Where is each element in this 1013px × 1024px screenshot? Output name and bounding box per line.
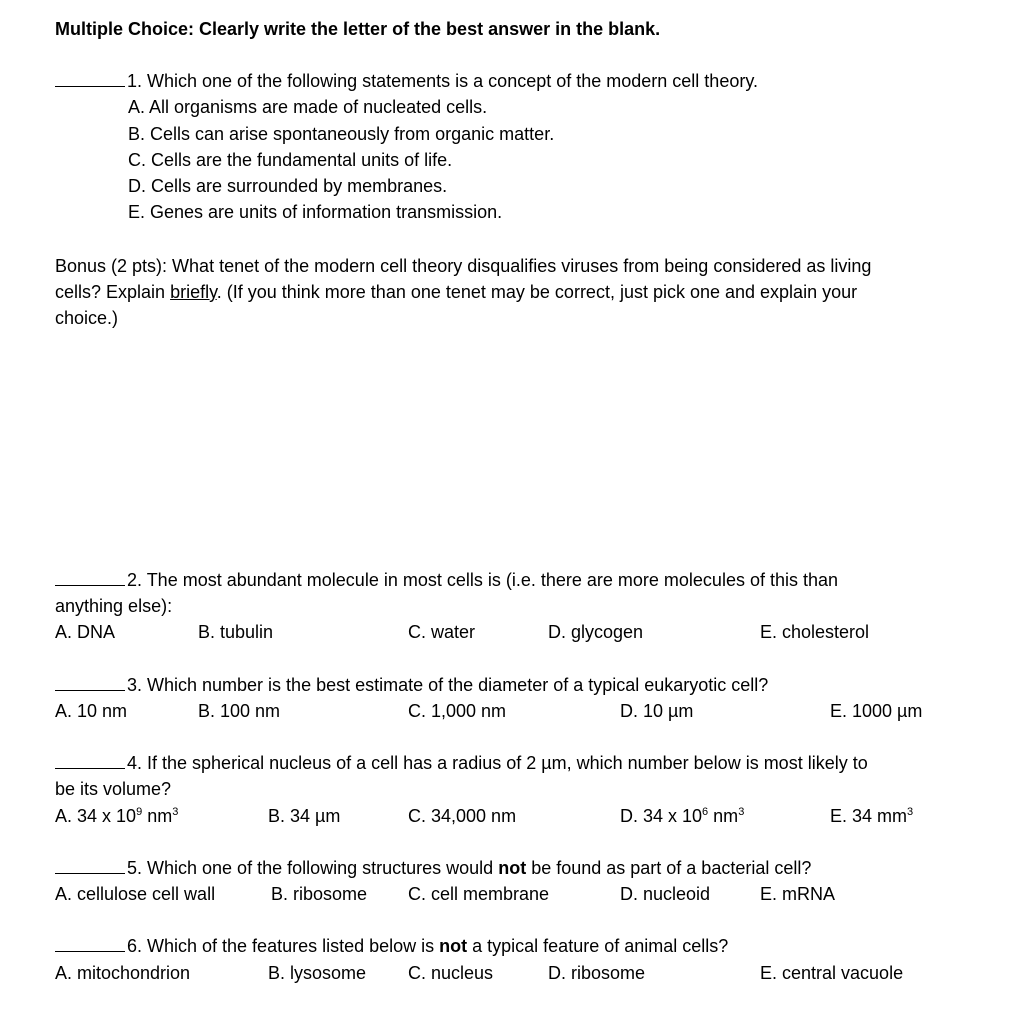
q4-option-d-unit-exponent: 3 xyxy=(738,806,745,818)
q2-option-d: D. glycogen xyxy=(548,622,644,642)
q3-option-e: E. 1000 µm xyxy=(830,701,923,721)
question-5-text-post: be found as part of a bacterial cell? xyxy=(526,858,812,878)
q4-option-d-unit: nm xyxy=(708,806,739,826)
q6-option-b: B. lysosome xyxy=(268,963,367,983)
q5-option-a: A. cellulose cell wall xyxy=(55,884,216,904)
question-5-text-pre: 5. Which one of the following structures would xyxy=(127,858,499,878)
q2-option-a: A. DNA xyxy=(55,622,116,642)
question-3-stem xyxy=(55,674,768,696)
bonus-line-2 xyxy=(55,281,857,303)
q1-option-c: C. Cells are the fundamental units of life. xyxy=(128,150,453,170)
q3-option-d: D. 10 µm xyxy=(620,701,694,721)
question-6-stem xyxy=(55,935,728,957)
q2-option-c: C. water xyxy=(408,622,476,642)
answer-blank-3[interactable] xyxy=(55,674,125,691)
question-4-stem-cont: be its volume? xyxy=(55,779,172,799)
answer-blank-1[interactable] xyxy=(55,70,125,87)
q4-option-a-unit: nm xyxy=(142,806,173,826)
question-4-text: 4. If the spherical nucleus of a cell has a radius of 2 µm, which number below is most likely to xyxy=(127,753,868,773)
q4-option-e-exponent: 3 xyxy=(907,806,914,818)
q4-option-e xyxy=(830,805,913,827)
q4-option-a-base: A. 34 x 10 xyxy=(55,806,137,826)
page-title: Multiple Choice: Clearly write the letter of the best answer in the blank. xyxy=(55,19,661,39)
q2-option-b: B. tubulin xyxy=(198,622,274,642)
q6-option-c: C. nucleus xyxy=(408,963,494,983)
q5-option-e: E. mRNA xyxy=(760,884,836,904)
question-6-text-pre: 6. Which of the features listed below is xyxy=(127,936,440,956)
question-5-emphasis: not xyxy=(498,858,527,878)
answer-blank-2[interactable] xyxy=(55,569,125,586)
q5-option-b: B. ribosome xyxy=(271,884,368,904)
q4-option-c: C. 34,000 nm xyxy=(408,806,517,826)
question-1-stem xyxy=(55,70,758,92)
question-4-stem xyxy=(55,752,868,774)
q3-option-c: C. 1,000 nm xyxy=(408,701,507,721)
question-6-emphasis: not xyxy=(439,936,468,956)
q5-option-c: C. cell membrane xyxy=(408,884,550,904)
question-2-text: 2. The most abundant molecule in most cells is (i.e. there are more molecules of this than xyxy=(127,570,839,590)
q4-option-b: B. 34 µm xyxy=(268,806,341,826)
q1-option-a: A. All organisms are made of nucleated cells. xyxy=(128,97,488,117)
q6-option-e: E. central vacuole xyxy=(760,963,904,983)
question-6-text-post: a typical feature of animal cells? xyxy=(467,936,729,956)
q2-option-e: E. cholesterol xyxy=(760,622,870,642)
q1-option-e: E. Genes are units of information transmission. xyxy=(128,202,503,222)
q3-option-a: A. 10 nm xyxy=(55,701,128,721)
answer-blank-4[interactable] xyxy=(55,752,125,769)
question-1-text: 1. Which one of the following statements is a concept of the modern cell theory. xyxy=(127,71,759,91)
q1-option-b: B. Cells can arise spontaneously from organic matter. xyxy=(128,124,555,144)
question-2-stem xyxy=(55,569,838,591)
question-3-text: 3. Which number is the best estimate of the diameter of a typical eukaryotic cell? xyxy=(127,675,769,695)
q3-option-b: B. 100 nm xyxy=(198,701,281,721)
bonus-line-1: Bonus (2 pts): What tenet of the modern cell theory disqualifies viruses from being considered as living xyxy=(55,256,872,276)
q4-option-d-base: D. 34 x 10 xyxy=(620,806,703,826)
q4-option-d-exponent: 6 xyxy=(702,806,709,818)
q1-option-d: D. Cells are surrounded by membranes. xyxy=(128,176,448,196)
q4-option-a xyxy=(55,805,178,827)
q4-option-e-base: E. 34 mm xyxy=(830,806,908,826)
answer-blank-6[interactable] xyxy=(55,935,125,952)
question-2-stem-cont: anything else): xyxy=(55,596,173,616)
q4-option-d xyxy=(620,805,744,827)
bonus-line-3: choice.) xyxy=(55,308,119,328)
question-5-stem xyxy=(55,857,811,879)
q4-option-a-exponent: 9 xyxy=(136,806,143,818)
q6-option-d: D. ribosome xyxy=(548,963,646,983)
answer-blank-5[interactable] xyxy=(55,857,125,874)
bonus-line-2-pre: cells? Explain xyxy=(55,282,171,302)
q6-option-a: A. mitochondrion xyxy=(55,963,191,983)
bonus-line-2-post: . (If you think more than one tenet may be correct, just pick one and explain your xyxy=(216,282,858,302)
bonus-underlined-word: briefly xyxy=(170,282,217,302)
q4-option-a-unit-exponent: 3 xyxy=(172,806,179,818)
q5-option-d: D. nucleoid xyxy=(620,884,711,904)
